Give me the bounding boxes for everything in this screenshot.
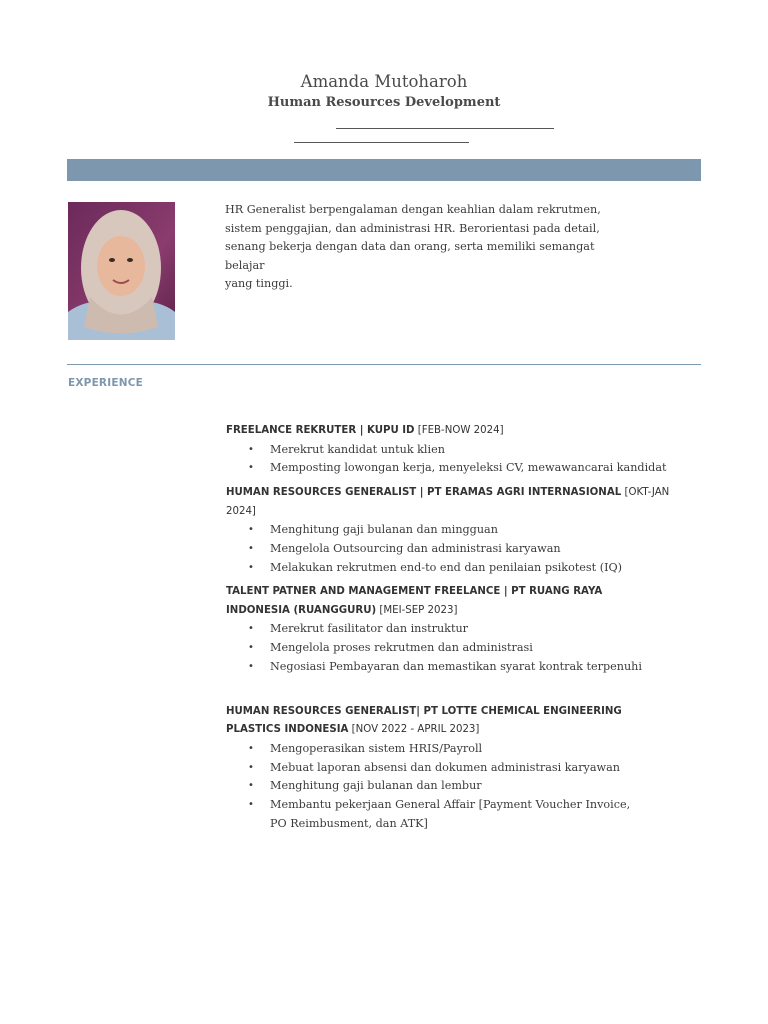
section-divider [67,364,701,365]
job-title [226,422,686,441]
bullet-icon: • [248,761,254,773]
job-bullet: • Mengelola proses rekrutmen dan administrasi [226,639,686,658]
job-bullet: • Mengoperasikan sistem HRIS/Payroll [226,740,636,759]
job-role: HUMAN RESOURCES GENERALIST| PT LOTTE CHEMICAL ENGINEERING PLASTICS INDONESIA [226,705,622,736]
bullet-icon: • [248,462,254,474]
experience-list [226,422,686,834]
job-bullets [226,620,686,676]
job-period: [MEI-SEP 2023] [379,604,458,616]
experience-heading: EXPERIENCE [68,377,143,389]
job-bullet: • Negosiasi Pembayaran dan memastikan syarat kontrak terpenuhi [226,658,686,677]
bullet-icon: • [248,561,254,573]
job-role: HUMAN RESOURCES GENERALIST | PT ERAMAS AGRI INTERNASIONAL [226,487,622,499]
job-title [226,484,686,521]
job-period: [FEB-NOW 2024] [417,425,504,436]
summary-line: yang tinggi. [225,277,293,290]
profile-summary [225,201,625,294]
job-entry [226,703,686,834]
job-bullets [226,441,686,479]
summary-line: sistem penggajian, dan administrasi HR. Berorientasi pada detail, [225,221,600,235]
bullet-icon: • [248,661,254,673]
bullet-icon: • [248,542,254,554]
job-bullet: • Merekrut fasilitator dan instruktur [226,620,686,639]
job-title [226,703,656,740]
bullet-icon: • [248,799,254,811]
job-bullet: • Membantu pekerjaan General Affair [Payment Voucher Invoice, PO Reimbusment, dan ATK] [248,798,631,831]
bullet-icon: • [248,524,254,536]
job-entry [226,484,686,577]
job-title [226,583,646,620]
job-bullet: • Memposting lowongan kerja, menyeleksi CV, mewawancarai kandidat [226,459,686,478]
candidate-name: Amanda Mutoharoh [300,72,468,91]
job-entry [226,422,686,478]
bullet-icon: • [248,443,254,455]
job-bullet: • Menghitung gaji bulanan dan lembur [226,777,636,796]
job-period: [NOV 2022 - APRIL 2023] [351,724,480,736]
bullet-icon: • [248,780,254,792]
job-bullet: • Menghitung gaji bulanan dan mingguan [226,521,686,540]
job-bullet: • Mebuat laporan absensi dan dokumen administrasi karyawan [226,759,636,778]
header-rule-bottom [294,142,469,143]
summary-line: senang bekerja dengan data dan orang, serta memiliki semangat belajar [225,240,595,272]
header-rule-top [336,128,554,129]
job-role: FREELANCE REKRUTER | KUPU ID [226,425,415,436]
job-title-heading: Human Resources Development [267,95,501,110]
job-bullets [226,521,686,577]
job-bullets [226,740,636,834]
bullet-icon: • [248,623,254,635]
bullet-icon: • [248,642,254,654]
job-bullet: • Merekrut kandidat untuk klien [226,441,686,460]
profile-photo [68,202,175,340]
job-bullet: • Mengelola Outsourcing dan administrasi karyawan [226,540,686,559]
bullet-icon: • [248,742,254,754]
job-entry [226,583,686,676]
summary-line: HR Generalist berpengalaman dengan keahlian dalam rekrutmen, [225,203,601,216]
job-bullet: • Melakukan rekrutmen end-to end dan penilaian psikotest (IQ) [226,559,686,578]
header-band [67,159,701,181]
job-period: [OKT-JAN 2024] [226,487,670,517]
job-role: TALENT PATNER AND MANAGEMENT FREELANCE | PT RUANG RAYA INDONESIA (RUANGGURU) [226,586,603,616]
